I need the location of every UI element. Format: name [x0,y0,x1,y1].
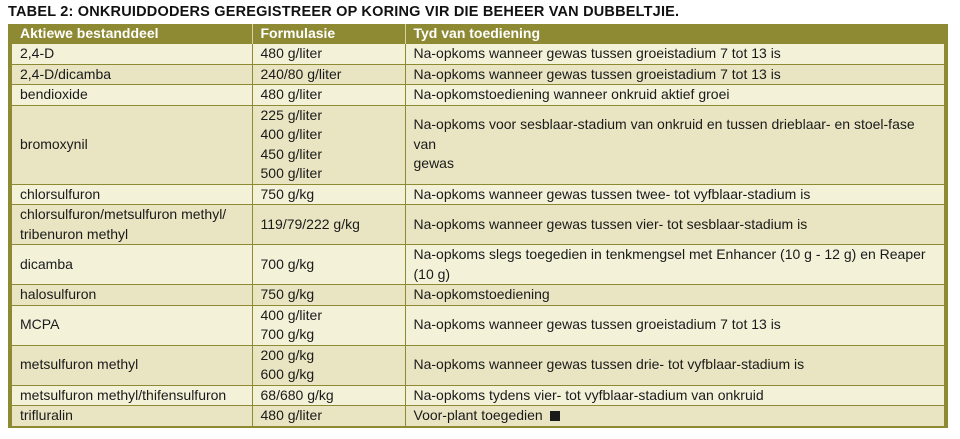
cell-formulation [252,406,405,426]
cell-active-ingredient [12,385,252,406]
header-application-time: Tyd van toediening [405,24,944,44]
cell-active-ingredient-line: 2,4-D/dicamba [20,65,112,82]
cell-active-ingredient [12,44,252,65]
cell-active-ingredient-line: 2,4-D [20,45,55,61]
cell-active-ingredient-line: MCPA [20,316,60,333]
page-title: TABEL 2: ONKRUIDDODERS GEREGISTREER OP KORING VIR DIE BEHEER VAN DUBBELTJIE. [8,4,680,20]
cell-active-ingredient [12,406,252,426]
cell-formulation-line: 225 g/liter [260,106,322,123]
cell-formulation-line: 750 g/kg [260,185,315,202]
cell-application-time [405,385,944,406]
cell-active-ingredient-line: chlorsulfuron [20,185,101,202]
table-row [12,85,944,106]
cell-formulation [252,205,405,245]
table-row [12,345,944,385]
cell-application-time-line: Voor-plant toegedien [414,406,937,426]
cell-formulation-line: 400 g/liter [260,126,322,142]
table-row [12,44,944,65]
cell-application-time-line: Na-opkoms wanneer gewas tussen groeistadium 7 tot 13 is [413,316,781,333]
cell-application-time [405,285,944,306]
cell-application-time-line: Na-opkoms wanneer gewas tussen groeistadium 7 tot 13 is [413,45,781,61]
cell-formulation [252,385,405,406]
cell-application-time-line: gewas [413,155,454,172]
cell-formulation [252,184,405,205]
cell-application-time-line: Na-opkomstoediening wanneer onkruid aktief groei [413,86,730,102]
cell-active-ingredient-line: halosulfuron [20,286,97,302]
cell-active-ingredient-line: tribenuron methyl [20,225,129,242]
cell-application-time [405,85,944,106]
header-row [12,24,944,44]
table-header [12,24,944,44]
cell-application-time [405,105,944,184]
cell-application-time [405,64,944,85]
herbicide-table-frame [8,24,948,428]
cell-active-ingredient-line: trifluralin [20,407,73,423]
cell-application-time-line: Na-opkoms wanneer gewas tussen vier- tot sesblaar-stadium is [413,215,808,232]
cell-application-time-line: Na-opkoms wanneer gewas tussen drie- tot vyfblaar-stadium is [413,356,805,373]
cell-formulation-line: 500 g/liter [260,165,322,181]
table-row [12,184,944,205]
cell-application-time-line: Na-opkoms slegs toegedien in tenkmengsel met Enhancer (10 g - 12 g) en Reaper (10 g) [413,246,926,282]
cell-formulation-line: 480 g/liter [260,45,322,61]
cell-active-ingredient [12,64,252,85]
table-row [12,285,944,306]
cell-application-time [405,44,944,65]
cell-formulation-line: 200 g/kg [260,346,315,363]
cell-formulation-line: 480 g/liter [260,86,322,102]
cell-active-ingredient-line: chlorsulfuron/metsulfuron methyl/ [20,206,227,222]
herbicide-table [12,24,944,426]
cell-active-ingredient [12,305,252,345]
cell-formulation-line: 400 g/liter [260,306,322,323]
cell-formulation-line: 240/80 g/liter [260,65,342,82]
table-row [12,406,944,426]
cell-application-time-line: Na-opkoms wanneer gewas tussen twee- tot vyfblaar-stadium is [413,185,811,202]
cell-formulation-line: 68/680 g/kg [260,386,334,403]
cell-active-ingredient-line: bendioxide [20,86,88,102]
cell-formulation-line: 700 g/kg [260,326,315,342]
cell-formulation [252,305,405,345]
cell-formulation [252,345,405,385]
cell-formulation [252,64,405,85]
header-formulation: Formulasie [252,24,405,44]
table-row [12,245,944,285]
cell-formulation-line: 700 g/kg [260,255,315,272]
cell-formulation-line: 600 g/kg [260,366,315,382]
cell-active-ingredient [12,105,252,184]
cell-active-ingredient [12,184,252,205]
cell-active-ingredient [12,245,252,285]
header-active-ingredient: Aktiewe bestanddeel [12,24,252,44]
cell-formulation-line: 750 g/kg [260,286,315,302]
cell-formulation [252,245,405,285]
cell-formulation [252,85,405,106]
cell-active-ingredient [12,285,252,306]
cell-active-ingredient-line: dicamba [20,255,73,272]
cell-active-ingredient [12,205,252,245]
table-row [12,305,944,345]
cell-formulation-line: 480 g/liter [260,407,322,423]
cell-formulation-line: 450 g/liter [260,145,322,162]
cell-application-time-line: Na-opkoms tydens vier- tot vyfblaar-stadium van onkruid [413,386,764,403]
cell-application-time [405,305,944,345]
cell-formulation [252,285,405,306]
cell-active-ingredient [12,85,252,106]
cell-formulation-line: 119/79/222 g/kg [260,215,360,232]
end-of-article-mark-icon [550,411,560,421]
table-row [12,385,944,406]
table-body [12,44,944,426]
cell-application-time [405,345,944,385]
cell-formulation [252,105,405,184]
cell-application-time [405,205,944,245]
table-row [12,64,944,85]
cell-application-time [405,184,944,205]
cell-active-ingredient-line: bromoxynil [20,135,88,152]
cell-active-ingredient-line: metsulfuron methyl/thifensulfuron [20,386,227,403]
cell-active-ingredient [12,345,252,385]
table-row [12,105,944,184]
cell-application-time [405,406,944,426]
cell-application-time-line: Na-opkoms wanneer gewas tussen groeistadium 7 tot 13 is [413,65,781,82]
cell-active-ingredient-line: metsulfuron methyl [20,356,139,373]
table-row [12,205,944,245]
cell-application-time-line: Na-opkoms voor sesblaar-stadium van onkruid en tussen drieblaar- en stoel-fase van [413,116,915,152]
cell-application-time-line: Na-opkomstoediening [413,286,550,302]
cell-application-time [405,245,944,285]
cell-formulation [252,44,405,65]
